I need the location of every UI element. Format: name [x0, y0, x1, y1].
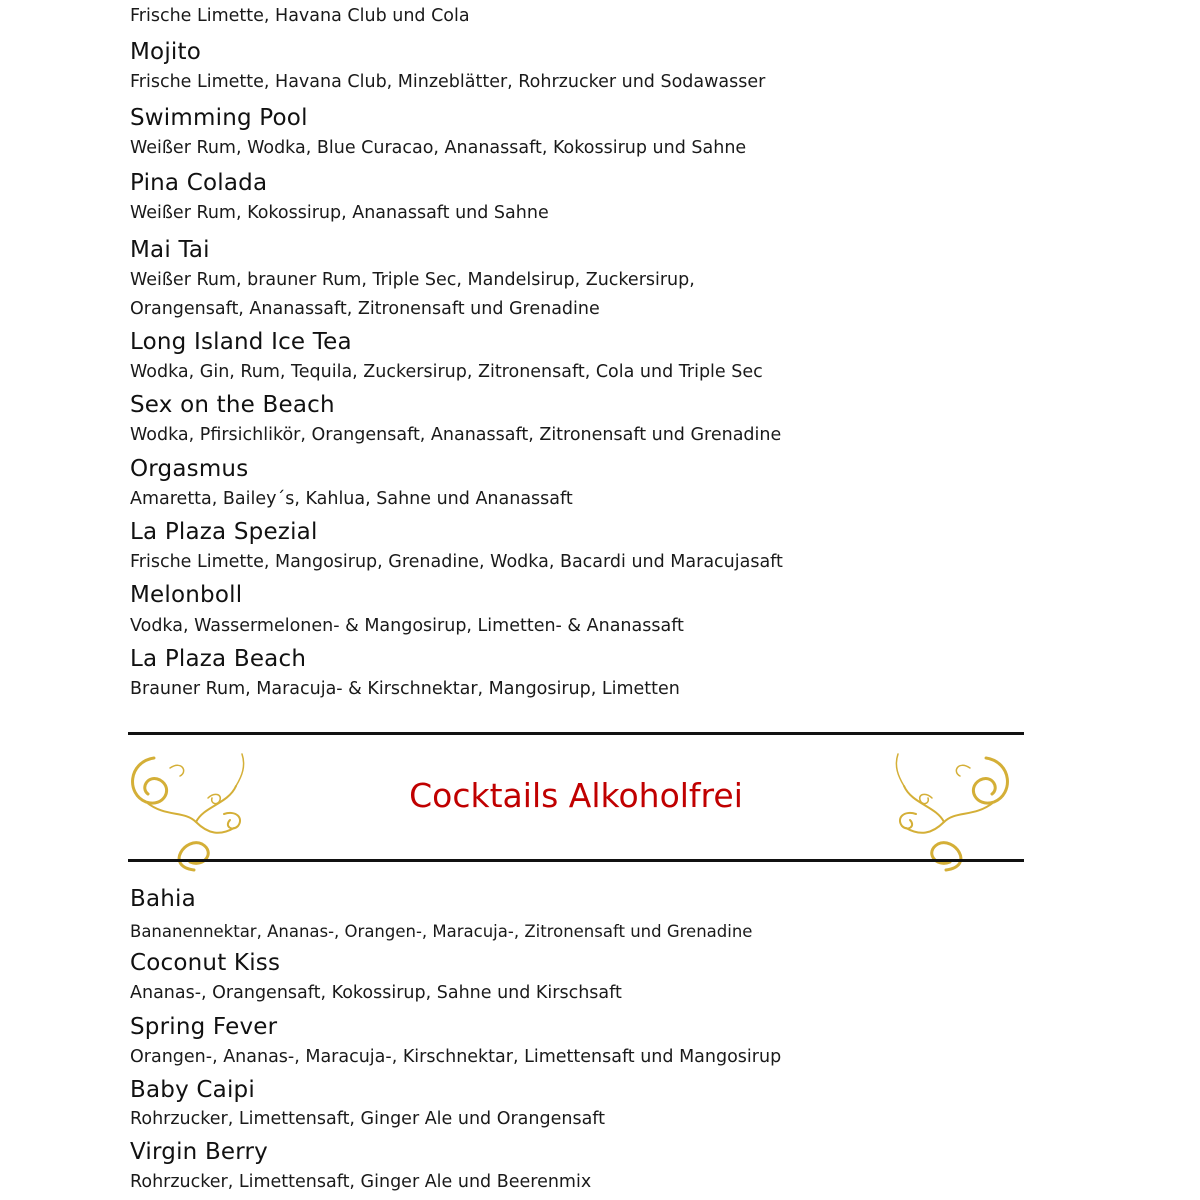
menu-item-name: Mai Tai: [130, 237, 210, 263]
menu-item-description: Orangensaft, Ananassaft, Zitronensaft und Grenadine: [130, 299, 600, 319]
menu-item-name: Swimming Pool: [130, 105, 308, 131]
section-title: Cocktails Alkoholfrei: [409, 776, 743, 815]
menu-item-description: Weißer Rum, brauner Rum, Triple Sec, Mandelsirup, Zuckersirup,: [130, 270, 695, 290]
menu-item-description: Weißer Rum, Kokossirup, Ananassaft und Sahne: [130, 203, 549, 223]
menu-item-description: Amaretta, Bailey´s, Kahlua, Sahne und Ananassaft: [130, 489, 573, 509]
menu-item-description: Vodka, Wassermelonen- & Mangosirup, Limetten- & Ananassaft: [130, 616, 684, 636]
menu-item-description: Wodka, Pfirsichlikör, Orangensaft, Ananassaft, Zitronensaft und Grenadine: [130, 425, 782, 445]
menu-item-description: Brauner Rum, Maracuja- & Kirschnektar, Mangosirup, Limetten: [130, 679, 680, 699]
menu-item-name: Long Island Ice Tea: [130, 329, 352, 355]
menu-item-name: La Plaza Beach: [130, 646, 307, 672]
menu-item-name: Coconut Kiss: [130, 950, 281, 976]
menu-item-description: Frische Limette, Mangosirup, Grenadine, Wodka, Bacardi und Maracujasaft: [130, 552, 783, 572]
menu-item-description: Weißer Rum, Wodka, Blue Curacao, Ananassaft, Kokossirup und Sahne: [130, 138, 747, 158]
menu-item-name: Bahia: [130, 886, 196, 912]
menu-item-name: Spring Fever: [130, 1014, 278, 1040]
menu-item-name: Baby Caipi: [130, 1077, 255, 1103]
menu-item-description: Frische Limette, Havana Club und Cola: [130, 6, 470, 26]
menu-item-name: Pina Colada: [130, 170, 268, 196]
menu-item-name: Sex on the Beach: [130, 392, 335, 418]
menu-item-description: Frische Limette, Havana Club, Minzeblätter, Rohrzucker und Sodawasser: [130, 72, 766, 92]
section-divider-top: [128, 732, 1024, 735]
flourish-ornament-right: [886, 748, 1016, 876]
section-divider-bottom: [128, 859, 1024, 862]
menu-item-name: Melonboll: [130, 582, 243, 608]
menu-item-name: Virgin Berry: [130, 1139, 268, 1165]
menu-item-description: Wodka, Gin, Rum, Tequila, Zuckersirup, Zitronensaft, Cola und Triple Sec: [130, 362, 763, 382]
menu-item-name: Mojito: [130, 39, 201, 65]
flourish-strokes: [896, 754, 1007, 870]
menu-item-name: Orgasmus: [130, 456, 249, 482]
menu-item-description: Rohrzucker, Limettensaft, Ginger Ale und Beerenmix: [130, 1172, 592, 1192]
menu-item-description: Ananas-, Orangensaft, Kokossirup, Sahne und Kirschsaft: [130, 983, 622, 1003]
menu-item-description: Rohrzucker, Limettensaft, Ginger Ale und Orangensaft: [130, 1109, 606, 1129]
menu-item-description: Bananennektar, Ananas-, Orangen-, Maracuja-, Zitronensaft und Grenadine: [130, 922, 753, 941]
menu-item-description: Orangen-, Ananas-, Maracuja-, Kirschnektar, Limettensaft und Mangosirup: [130, 1047, 782, 1067]
menu-item-name: La Plaza Spezial: [130, 519, 318, 545]
